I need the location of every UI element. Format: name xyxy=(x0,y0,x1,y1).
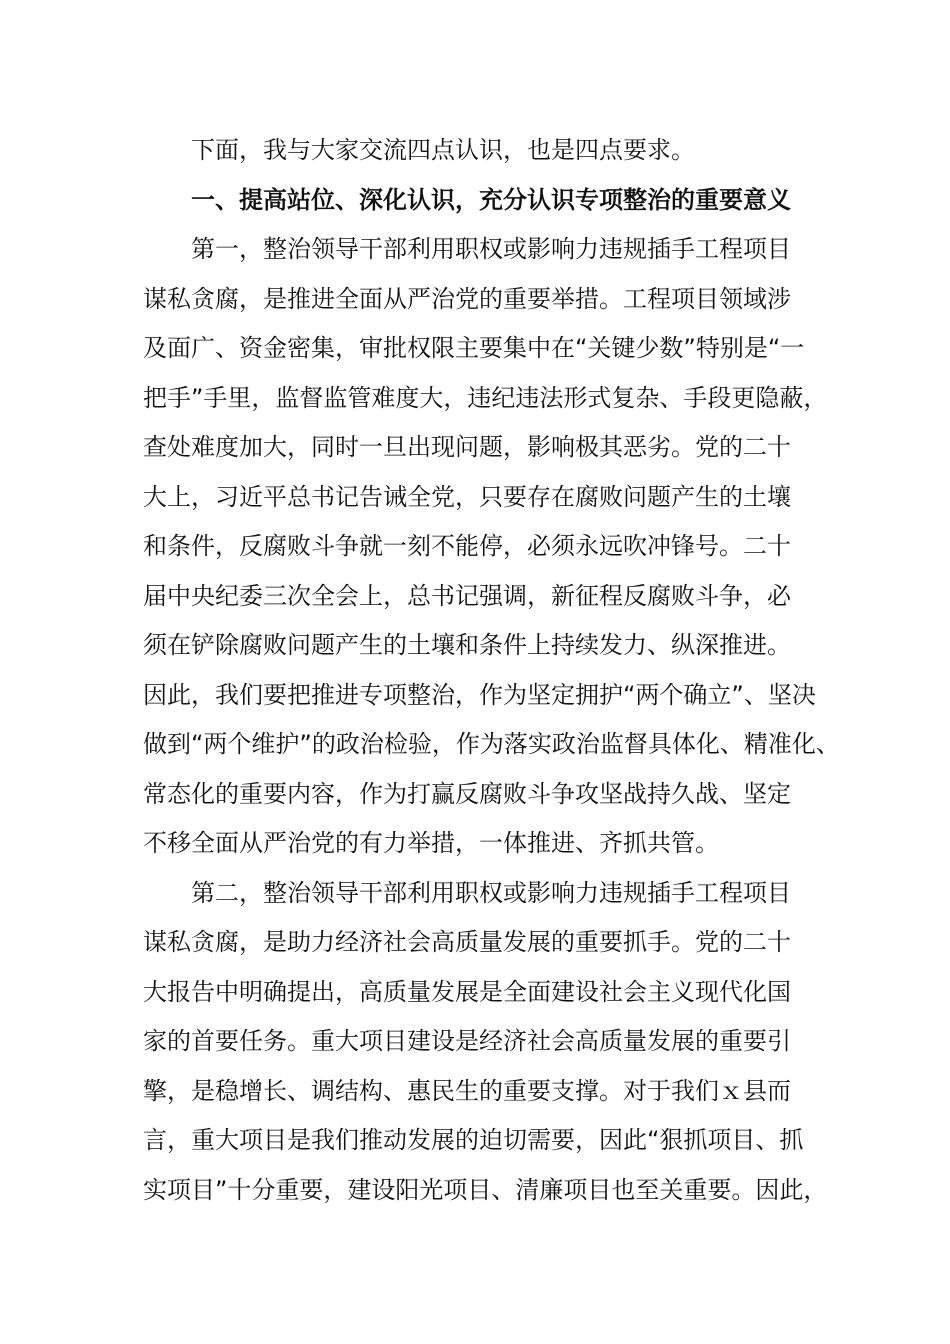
paragraph-intro: 下面，我与大家交流四点认识，也是四点要求。 xyxy=(191,136,695,164)
paragraph-line: 及面广、资金密集，审批权限主要集中在“关键少数”特别是“一 xyxy=(143,334,805,362)
paragraph-line: 因此，我们要把推进专项整治，作为坚定拥护“两个确立”、坚决 xyxy=(143,680,816,709)
paragraph-line: 家的首要任务。重大项目建设是经济社会高质量发展的重要引 xyxy=(143,1027,791,1055)
paragraph-line: 和条件，反腐败斗争就一刻不能停，必须永远吹冲锋号。二十 xyxy=(143,532,791,560)
paragraph-line: 谋私贪腐，是助力经济社会高质量发展的重要抓手。党的二十 xyxy=(143,928,791,956)
paragraph-line: 不移全面从严治党的有力举措，一体推进、齐抓共管。 xyxy=(143,829,719,857)
paragraph-line: 言，重大项目是我们推动发展的迫切需要，因此“狠抓项目、抓 xyxy=(143,1126,804,1154)
paragraph-line: 实项目”十分重要，建设阳光项目、清廉项目也至关重要。因此， xyxy=(143,1175,828,1204)
paragraph-line: 谋私贪腐，是推进全面从严治党的重要举措。工程项目领域涉 xyxy=(143,284,791,313)
paragraph-line: 大报告中明确提出，高质量发展是全面建设社会主义现代化国 xyxy=(143,977,791,1006)
paragraph-line: 查处难度加大，同时一旦出现问题，影响极其恶劣。党的二十 xyxy=(143,433,791,461)
paragraph-line: 常态化的重要内容，作为打赢反腐败斗争攻坚战持久战、坚定 xyxy=(143,779,791,808)
paragraph-line: 做到“两个维护”的政治检验，作为落实政治监督具体化、精准化、 xyxy=(143,730,840,758)
paragraph-line: 擎，是稳增长、调结构、惠民生的重要支撑。对于我们ｘ县而 xyxy=(143,1076,791,1105)
paragraph-line: 大上，习近平总书记告诫全党，只要存在腐败问题产生的土壤 xyxy=(143,482,791,511)
paragraph-line: 把手”手里，监督监管难度大，违纪违法形式复杂、手段更隐蔽， xyxy=(143,383,828,412)
section-heading: 一、提高站位、深化认识，充分认识专项整治的重要意义 xyxy=(191,185,791,214)
paragraph-line: 第二，整治领导干部利用职权或影响力违规插手工程项目 xyxy=(191,878,791,907)
document-body xyxy=(143,126,840,1215)
paragraph-line: 第一，整治领导干部利用职权或影响力违规插手工程项目 xyxy=(191,235,791,263)
paragraph-line: 须在铲除腐败问题产生的土壤和条件上持续发力、纵深推进。 xyxy=(143,631,791,659)
paragraph-line: 届中央纪委三次全会上，总书记强调，新征程反腐败斗争，必 xyxy=(143,581,791,610)
